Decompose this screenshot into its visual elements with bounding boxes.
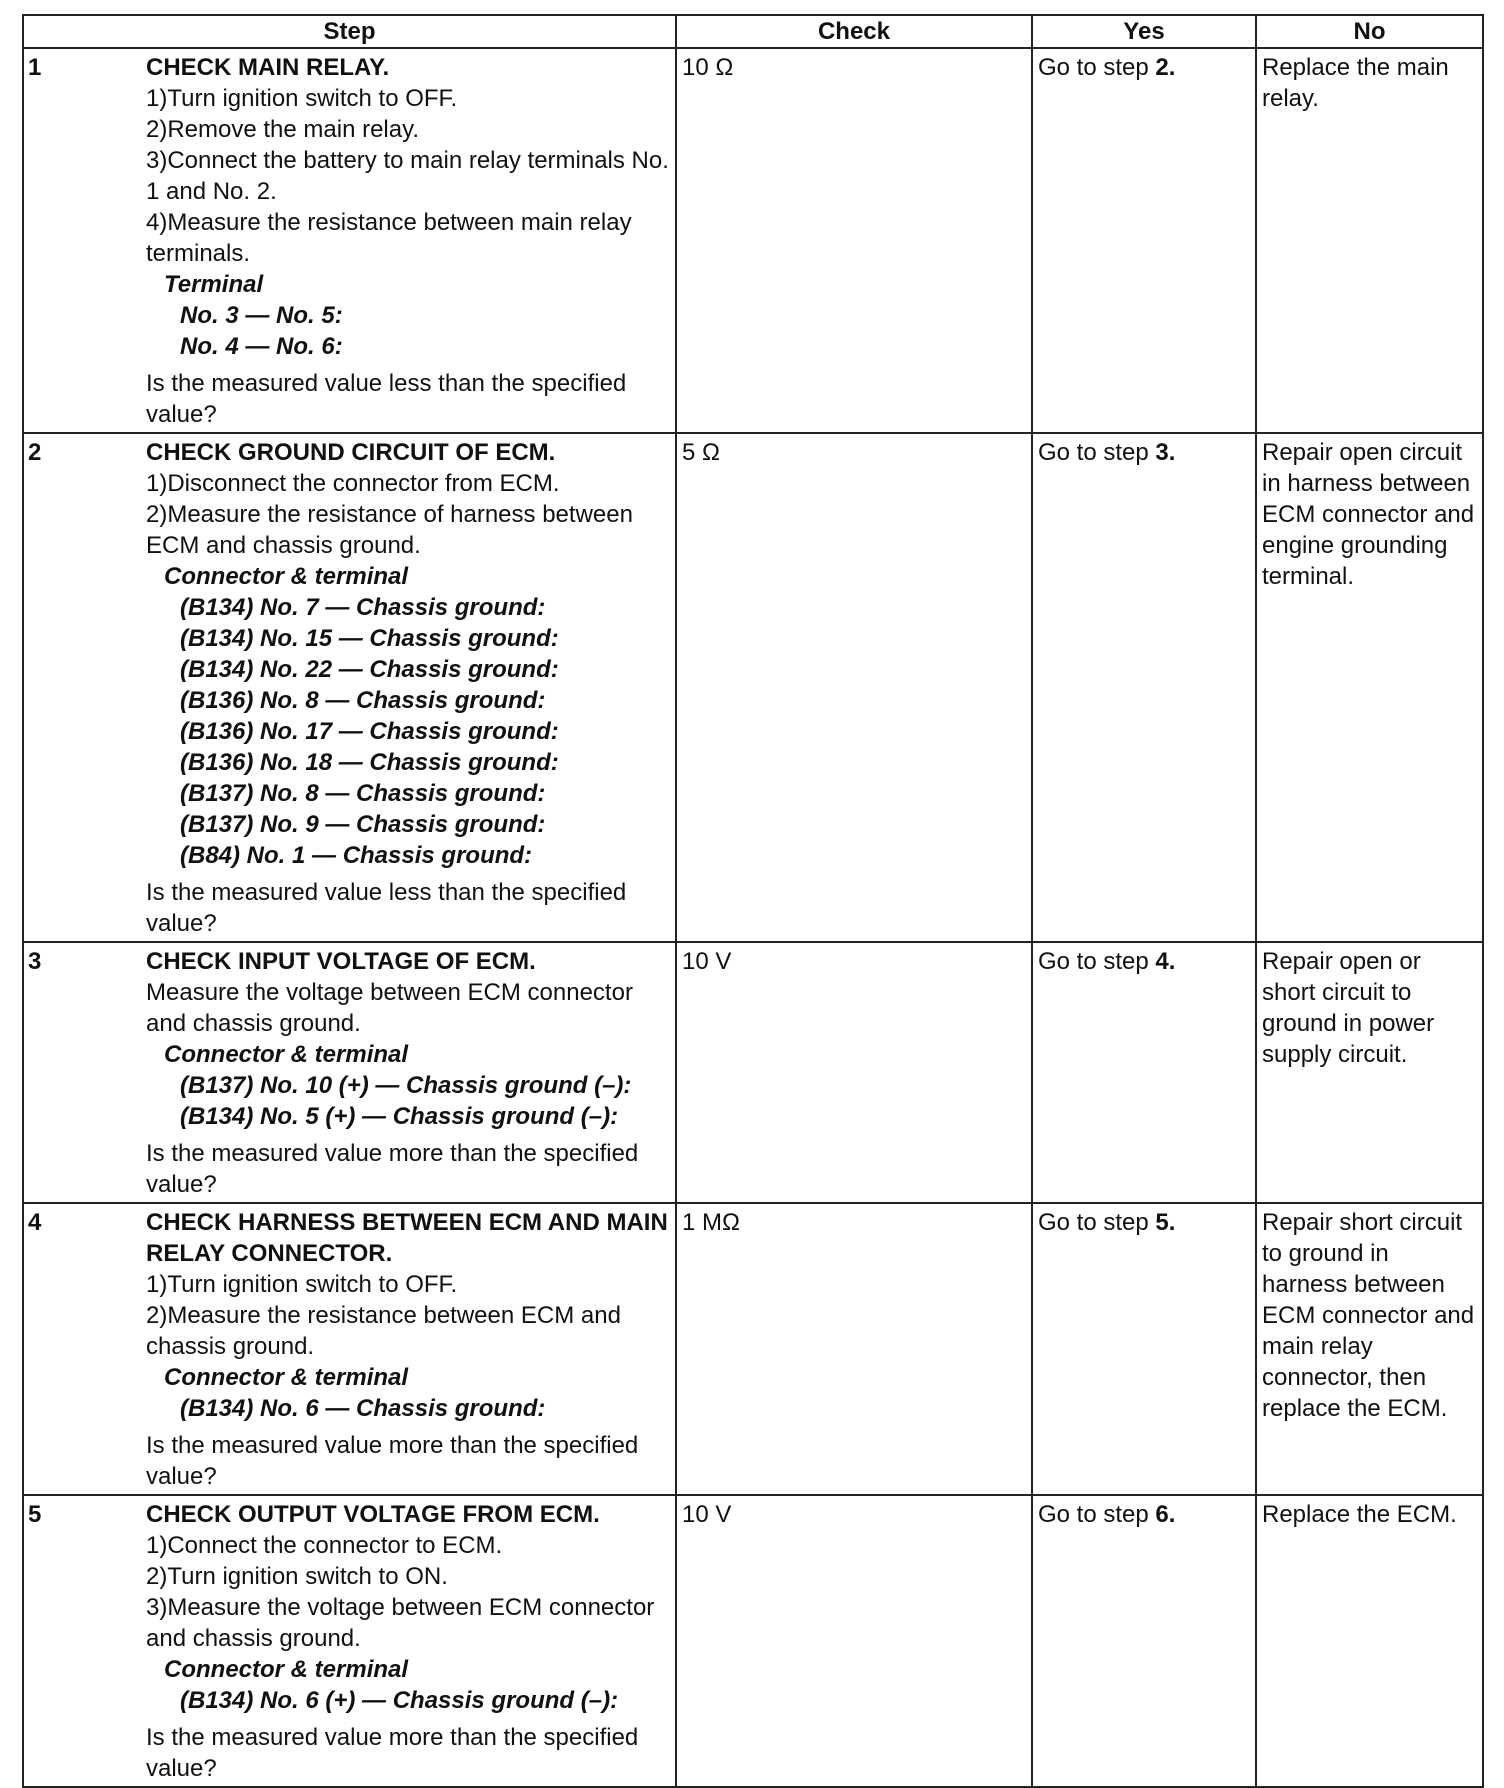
check-cell: 10 V bbox=[676, 1495, 1032, 1787]
header-check: Check bbox=[676, 15, 1032, 48]
no-cell: Repair open or short circuit to ground in power supply circuit. bbox=[1256, 942, 1483, 1203]
yes-text: Go to step bbox=[1038, 1501, 1156, 1528]
step-question: Is the measured value less than the specified value? bbox=[146, 879, 627, 937]
terminal-spec: (B137) No. 10 (+) — Chassis ground (–): bbox=[180, 1072, 632, 1099]
terminal-spec: (B134) No. 6 (+) — Chassis ground (–): bbox=[180, 1687, 619, 1714]
step-question: Is the measured value more than the specified value? bbox=[146, 1432, 639, 1490]
yes-cell bbox=[1032, 433, 1256, 942]
terminal-subheading: Connector & terminal bbox=[164, 1364, 409, 1391]
yes-cell bbox=[1032, 942, 1256, 1203]
terminal-spec: (B134) No. 6 — Chassis ground: bbox=[180, 1395, 546, 1422]
step-question: Is the measured value less than the specified value? bbox=[146, 370, 627, 428]
step-body bbox=[146, 1207, 670, 1492]
instruction: 1)Connect the connector to ECM. bbox=[146, 1532, 503, 1559]
step-body bbox=[146, 1499, 670, 1784]
yes-text: Go to step bbox=[1038, 439, 1156, 466]
terminal-subheading: Connector & terminal bbox=[164, 1656, 409, 1683]
yes-step-ref: 5. bbox=[1155, 1209, 1176, 1236]
header-no: No bbox=[1256, 15, 1483, 48]
header-yes: Yes bbox=[1032, 15, 1256, 48]
step-body bbox=[146, 946, 670, 1200]
table-row bbox=[23, 1203, 1483, 1495]
step-cell bbox=[23, 942, 676, 1203]
step-title: CHECK INPUT VOLTAGE OF ECM. bbox=[146, 948, 536, 975]
step-number: 3 bbox=[28, 948, 42, 975]
instruction: 3)Connect the battery to main relay terminals No. 1 and No. 2. bbox=[146, 147, 669, 205]
check-cell: 10 V bbox=[676, 942, 1032, 1203]
terminal-spec: (B137) No. 8 — Chassis ground: bbox=[180, 780, 546, 807]
instruction: 2)Turn ignition switch to ON. bbox=[146, 1563, 448, 1590]
terminal-spec: (B134) No. 15 — Chassis ground: bbox=[180, 625, 559, 652]
step-number: 1 bbox=[28, 54, 42, 81]
yes-cell bbox=[1032, 1203, 1256, 1495]
terminal-spec: (B137) No. 9 — Chassis ground: bbox=[180, 811, 546, 838]
terminal-spec: (B84) No. 1 — Chassis ground: bbox=[180, 842, 533, 869]
step-question: Is the measured value more than the specified value? bbox=[146, 1140, 639, 1198]
step-cell bbox=[23, 1495, 676, 1787]
instruction: 1)Disconnect the connector from ECM. bbox=[146, 470, 560, 497]
step-body bbox=[146, 437, 670, 939]
instruction: 2)Remove the main relay. bbox=[146, 116, 419, 143]
step-number: 2 bbox=[28, 439, 42, 466]
instruction: 2)Measure the resistance between ECM and chassis ground. bbox=[146, 1302, 621, 1360]
no-cell: Replace the ECM. bbox=[1256, 1495, 1483, 1787]
terminal-subheading: Connector & terminal bbox=[164, 1041, 409, 1068]
yes-step-ref: 4. bbox=[1155, 948, 1176, 975]
yes-step-ref: 6. bbox=[1155, 1501, 1176, 1528]
step-cell bbox=[23, 1203, 676, 1495]
step-body bbox=[146, 52, 670, 430]
table-row bbox=[23, 433, 1483, 942]
terminal-spec: No. 4 — No. 6: bbox=[180, 333, 343, 360]
instruction: 2)Measure the resistance of harness between ECM and chassis ground. bbox=[146, 501, 633, 559]
terminal-spec: No. 3 — No. 5: bbox=[180, 302, 343, 329]
step-number: 4 bbox=[28, 1209, 42, 1236]
check-cell: 1 MΩ bbox=[676, 1203, 1032, 1495]
no-cell: Repair open circuit in harness between ECM connector and engine grounding terminal. bbox=[1256, 433, 1483, 942]
step-cell bbox=[23, 48, 676, 433]
yes-step-ref: 2. bbox=[1155, 54, 1176, 81]
instruction: 1)Turn ignition switch to OFF. bbox=[146, 85, 458, 112]
step-number: 5 bbox=[28, 1501, 42, 1528]
diagnostic-table bbox=[22, 14, 1484, 1788]
terminal-spec: (B136) No. 8 — Chassis ground: bbox=[180, 687, 546, 714]
header-row bbox=[23, 15, 1483, 48]
instruction: Measure the voltage between ECM connector and chassis ground. bbox=[146, 979, 633, 1037]
check-cell: 5 Ω bbox=[676, 433, 1032, 942]
step-title: CHECK OUTPUT VOLTAGE FROM ECM. bbox=[146, 1501, 600, 1528]
header-step: Step bbox=[23, 15, 676, 48]
instruction: 3)Measure the voltage between ECM connector and chassis ground. bbox=[146, 1594, 655, 1652]
terminal-spec: (B134) No. 7 — Chassis ground: bbox=[180, 594, 546, 621]
table-row bbox=[23, 1495, 1483, 1787]
yes-cell bbox=[1032, 48, 1256, 433]
check-cell: 10 Ω bbox=[676, 48, 1032, 433]
instruction: 1)Turn ignition switch to OFF. bbox=[146, 1271, 458, 1298]
terminal-spec: (B136) No. 18 — Chassis ground: bbox=[180, 749, 559, 776]
table-row bbox=[23, 942, 1483, 1203]
step-title: CHECK MAIN RELAY. bbox=[146, 54, 390, 81]
terminal-subheading: Connector & terminal bbox=[164, 563, 409, 590]
terminal-spec: (B136) No. 17 — Chassis ground: bbox=[180, 718, 559, 745]
step-cell bbox=[23, 433, 676, 942]
step-title: CHECK GROUND CIRCUIT OF ECM. bbox=[146, 439, 556, 466]
yes-step-ref: 3. bbox=[1155, 439, 1176, 466]
instruction: 4)Measure the resistance between main relay terminals. bbox=[146, 209, 632, 267]
terminal-subheading: Terminal bbox=[164, 271, 264, 298]
terminal-spec: (B134) No. 5 (+) — Chassis ground (–): bbox=[180, 1103, 619, 1130]
yes-text: Go to step bbox=[1038, 948, 1156, 975]
no-cell: Replace the main relay. bbox=[1256, 48, 1483, 433]
step-question: Is the measured value more than the specified value? bbox=[146, 1724, 639, 1782]
terminal-spec: (B134) No. 22 — Chassis ground: bbox=[180, 656, 559, 683]
yes-text: Go to step bbox=[1038, 54, 1156, 81]
yes-text: Go to step bbox=[1038, 1209, 1156, 1236]
yes-cell bbox=[1032, 1495, 1256, 1787]
no-cell: Repair short circuit to ground in harness between ECM connector and main relay connector, then replace the ECM. bbox=[1256, 1203, 1483, 1495]
step-title: CHECK HARNESS BETWEEN ECM AND MAIN RELAY CONNECTOR. bbox=[146, 1209, 668, 1267]
table-row bbox=[23, 48, 1483, 433]
